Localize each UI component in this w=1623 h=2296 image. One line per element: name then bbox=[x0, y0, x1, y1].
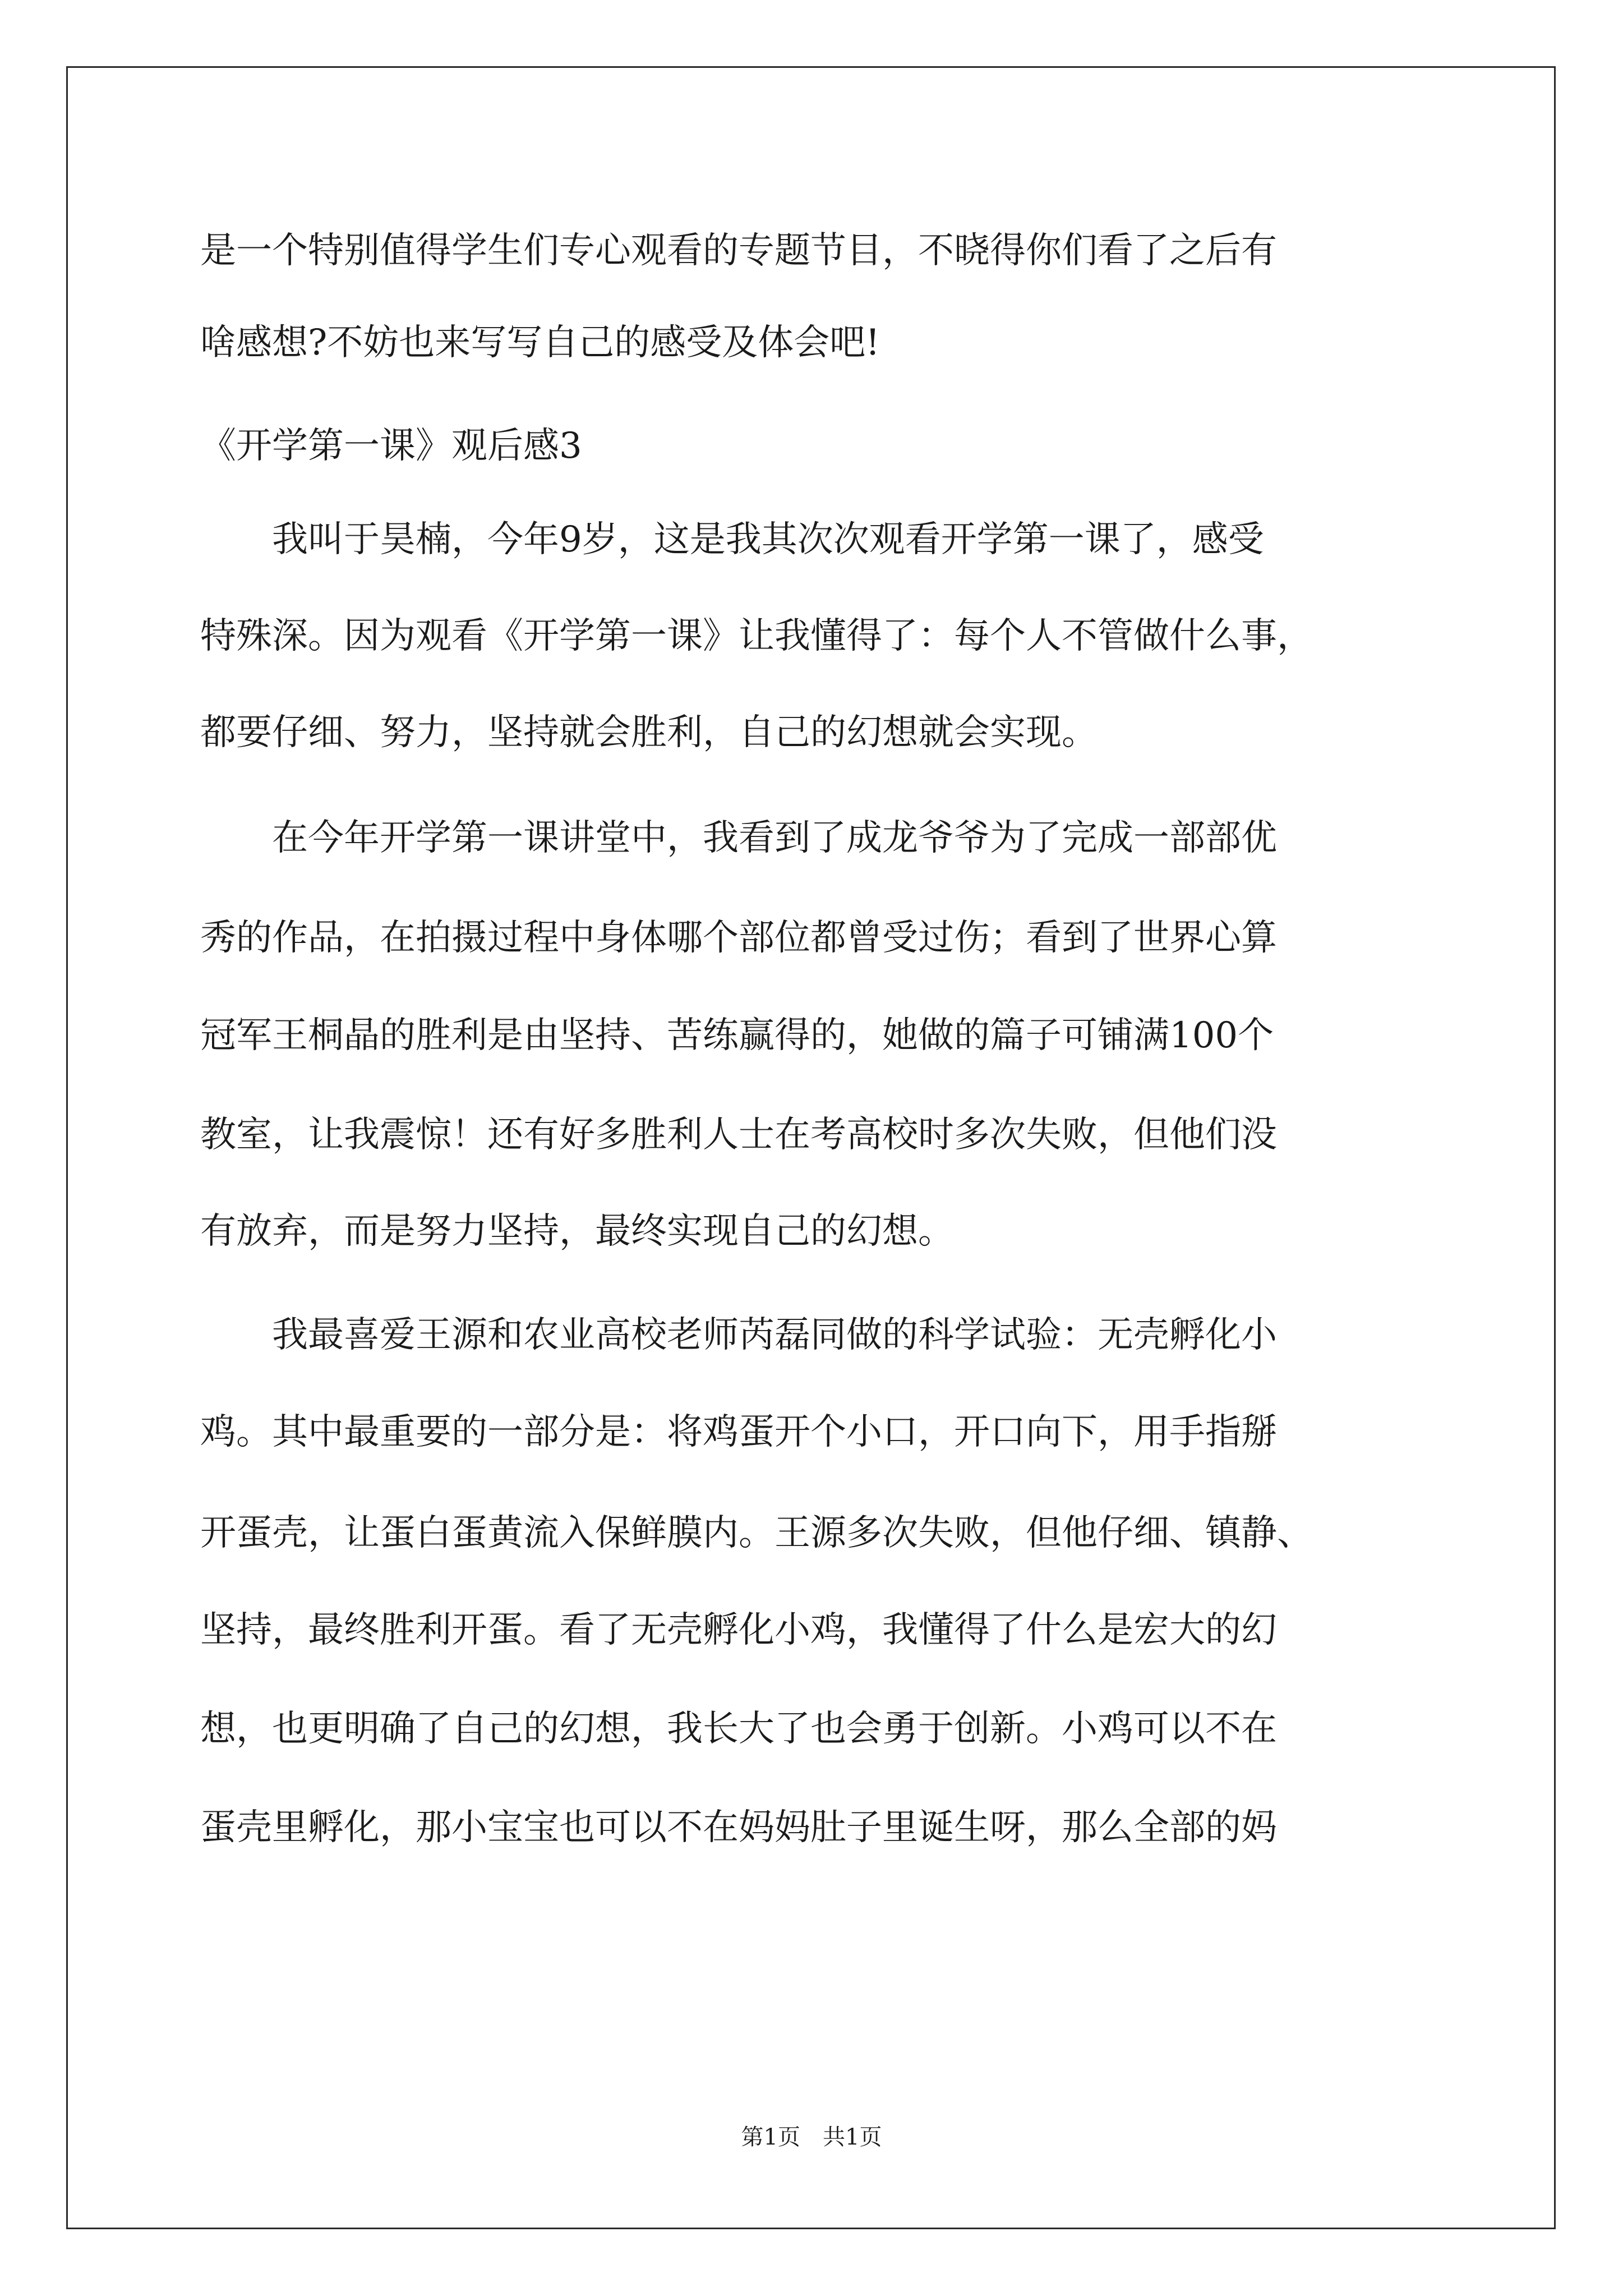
paragraph-line: 鸡。其中最重要的一部分是：将鸡蛋开个小口，开口向下，用手指掰 bbox=[200, 1411, 1277, 1453]
paragraph-line: 我叫于昊楠，今年9岁，这是我其次次观看开学第一课了，感受 bbox=[272, 519, 1264, 560]
paragraph-line: 都要仔细、努力，坚持就会胜利，自己的幻想就会实现。 bbox=[200, 712, 1098, 753]
paragraph-line: 教室，让我震惊！还有好多胜利人士在考高校时多次失败，但他们没 bbox=[200, 1114, 1277, 1156]
paragraph-line: 开蛋壳，让蛋白蛋黄流入保鲜膜内。王源多次失败，但他仔细、镇静、 bbox=[200, 1512, 1313, 1554]
section-heading: 《开学第一课》观后感3 bbox=[200, 425, 582, 467]
paragraph-line: 有放弃，而是努力坚持，最终实现自己的幻想。 bbox=[200, 1211, 954, 1252]
page-number: 第1页 共1页 bbox=[741, 2124, 882, 2150]
paragraph-line: 坚持，最终胜利开蛋。看了无壳孵化小鸡，我懂得了什么是宏大的幻 bbox=[200, 1609, 1277, 1651]
paragraph-line: 蛋壳里孵化，那小宝宝也可以不在妈妈肚子里诞生呀，那么全部的妈 bbox=[200, 1807, 1277, 1848]
paragraph-line: 我最喜爱王源和农业高校老师芮磊同做的科学试验：无壳孵化小 bbox=[272, 1314, 1277, 1356]
paragraph-line: 想，也更明确了自己的幻想，我长大了也会勇于创新。小鸡可以不在 bbox=[200, 1708, 1277, 1750]
body-text-line: 是一个特别值得学生们专心观看的专题节目，不晓得你们看了之后有 bbox=[200, 230, 1277, 272]
paragraph-line: 秀的作品，在拍摄过程中身体哪个部位都曾受过伤；看到了世界心算 bbox=[200, 917, 1277, 959]
paragraph-line: 冠军王桐晶的胜利是由坚持、苦练赢得的，她做的篇子可铺满100个 bbox=[200, 1015, 1274, 1056]
body-text-line: 啥感想?不妨也来写写自己的感受及体会吧! bbox=[200, 322, 880, 364]
paragraph-line: 特殊深。因为观看《开学第一课》让我懂得了：每个人不管做什么事， bbox=[200, 615, 1313, 657]
paragraph-line: 在今年开学第一课讲堂中，我看到了成龙爷爷为了完成一部部优 bbox=[272, 817, 1277, 859]
